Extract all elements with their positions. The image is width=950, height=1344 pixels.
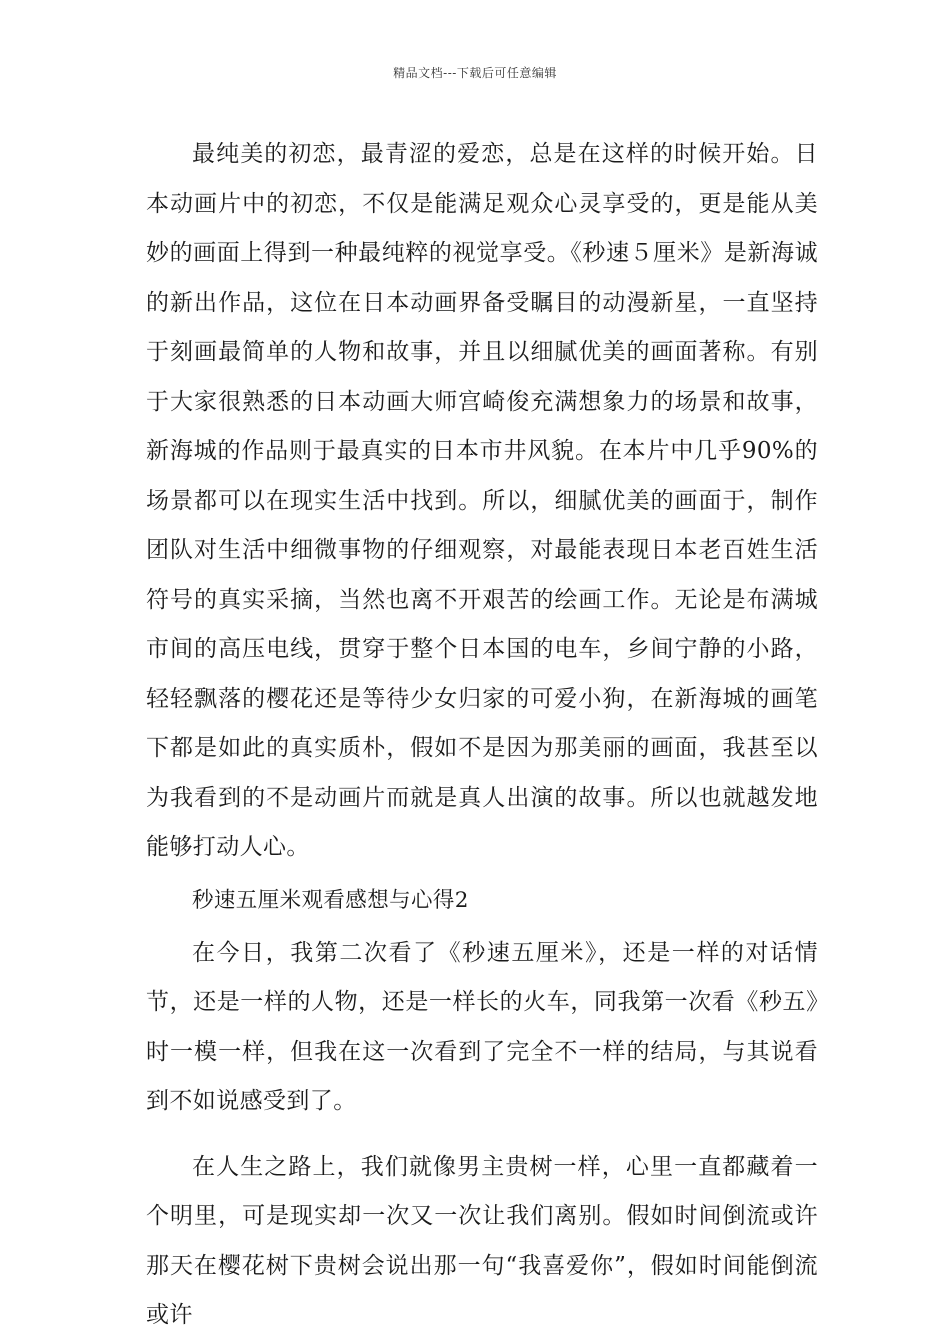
- paragraph-review-1: 最纯美的初恋，最青涩的爱恋，总是在这样的时候开始。日本动画片中的初恋，不仅是能满足观众心灵享受的，更是能从美妙的画面上得到一种最纯粹的视觉享受。《秒速５厘米》是新海诚的新出作品，这位在日本动画界备受瞩目的动漫新星，一直坚持于刻画最简单的人物和故事，并且以细腻优美的画面著称。有别于大家很熟悉的日本动画大师宫崎俊充满想象力的场景和故事，新海城的作品则于最真实的日本市井风貌。在本片中几乎90%的场景都可以在现实生活中找到。所以，细腻优美的画面于，制作团队对生活中细微事物的仔细观察，对最能表现日本老百姓生活符号的真实采摘，当然也离不开艰苦的绘画工作。无论是布满城市间的高压电线，贯穿于整个日本国的电车，乡间宁静的小路，轻轻飘落的樱花还是等待少女归家的可爱小狗，在新海城的画笔下都是如此的真实质朴，假如不是因为那美丽的画面，我甚至以为我看到的不是动画片而就是真人出演的故事。所以也就越发地能够打动人心。: [146, 141, 818, 860]
- section-heading: 秒速五厘米观看感想与心得2: [192, 887, 469, 913]
- page-header: 精品文档---下载后可任意编辑: [393, 66, 557, 80]
- paragraph-review-2: 在今日，我第二次看了《秒速五厘米》，还是一样的对话情节，还是一样的人物，还是一样长的火车，同我第一次看《秒五》时一模一样，但我在这一次看到了完全不一样的结局，与其说看到不如说感受到了。: [146, 939, 818, 1114]
- paragraph-review-3: 在人生之路上，我们就像男主贵树一样，心里一直都藏着一个明里，可是现实却一次又一次让我们离别。假如时间倒流或许那天在樱花树下贵树会说出那一句“我喜爱你”，假如时间能倒流或许: [146, 1153, 818, 1328]
- document-body: [146, 130, 818, 1341]
